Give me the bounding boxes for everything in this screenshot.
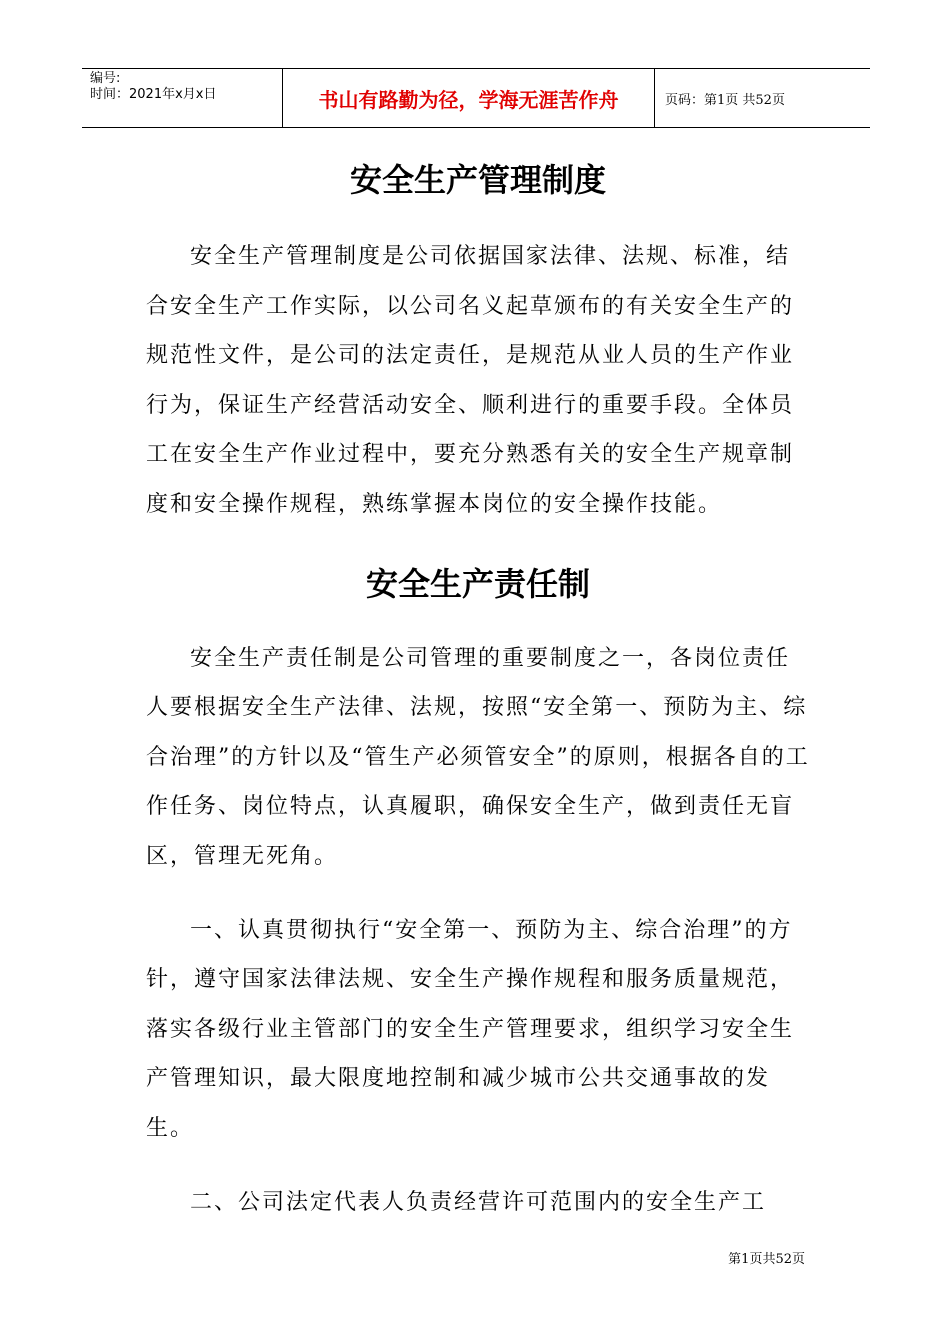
serial-number-label: 编号: — [90, 71, 121, 86]
document-body — [146, 128, 810, 1227]
section-title-responsibility-system: 安全生产责任制 — [365, 564, 590, 603]
paragraph-management-intro: 安全生产管理制度是公司依据国家法律、法规、标准，结合安全生产工作实际，以公司名义起草颁布的有关安全生产的规范性文件，是公司的法定责任，是规范从业人员的生产作业行为，保证生产经营活动安全、顺利进行的重要手段。全体员工在安全生产作业过程中，要充分熟悉有关的安全生产规章制度和安全操作规程，熟练掌握本岗位的安全操作技能。 — [146, 244, 795, 517]
page-footer: 第1页共52页 — [728, 1252, 805, 1267]
section-title-management-system: 安全生产管理制度 — [349, 161, 606, 199]
page-header — [82, 68, 870, 128]
date-label: 时间：2021年x月x日 — [90, 87, 217, 102]
header-page-info: 页码：第1页 共52页 — [665, 92, 785, 108]
header-motto: 书山有路勤为径，学海无涯苦作舟 — [282, 69, 655, 127]
header-meta — [82, 69, 282, 127]
paragraph-responsibility-intro: 安全生产责任制是公司管理的重要制度之一，各岗位责任人要根据安全生产法律、法规，按照“安全第一、预防为主、综合治理”的方针以及“管生产必须管安全”的原则，根据各自的工作任务、岗位特点，认真履职，确保安全生产，做到责任无盲区，管理无死角。 — [146, 645, 810, 869]
paragraph-item-two: 二、公司法定代表人负责经营许可范围内的安全生产工 — [190, 1189, 767, 1215]
paragraph-item-one: 一、认真贯彻执行“安全第一、预防为主、综合治理”的方针，遵守国家法律法规、安全生产操作规程和服务质量规范，落实各级行业主管部门的安全生产管理要求，组织学习安全生产管理知识，最大限度地控制和减少城市公共交通事故的发生。 — [146, 917, 795, 1141]
